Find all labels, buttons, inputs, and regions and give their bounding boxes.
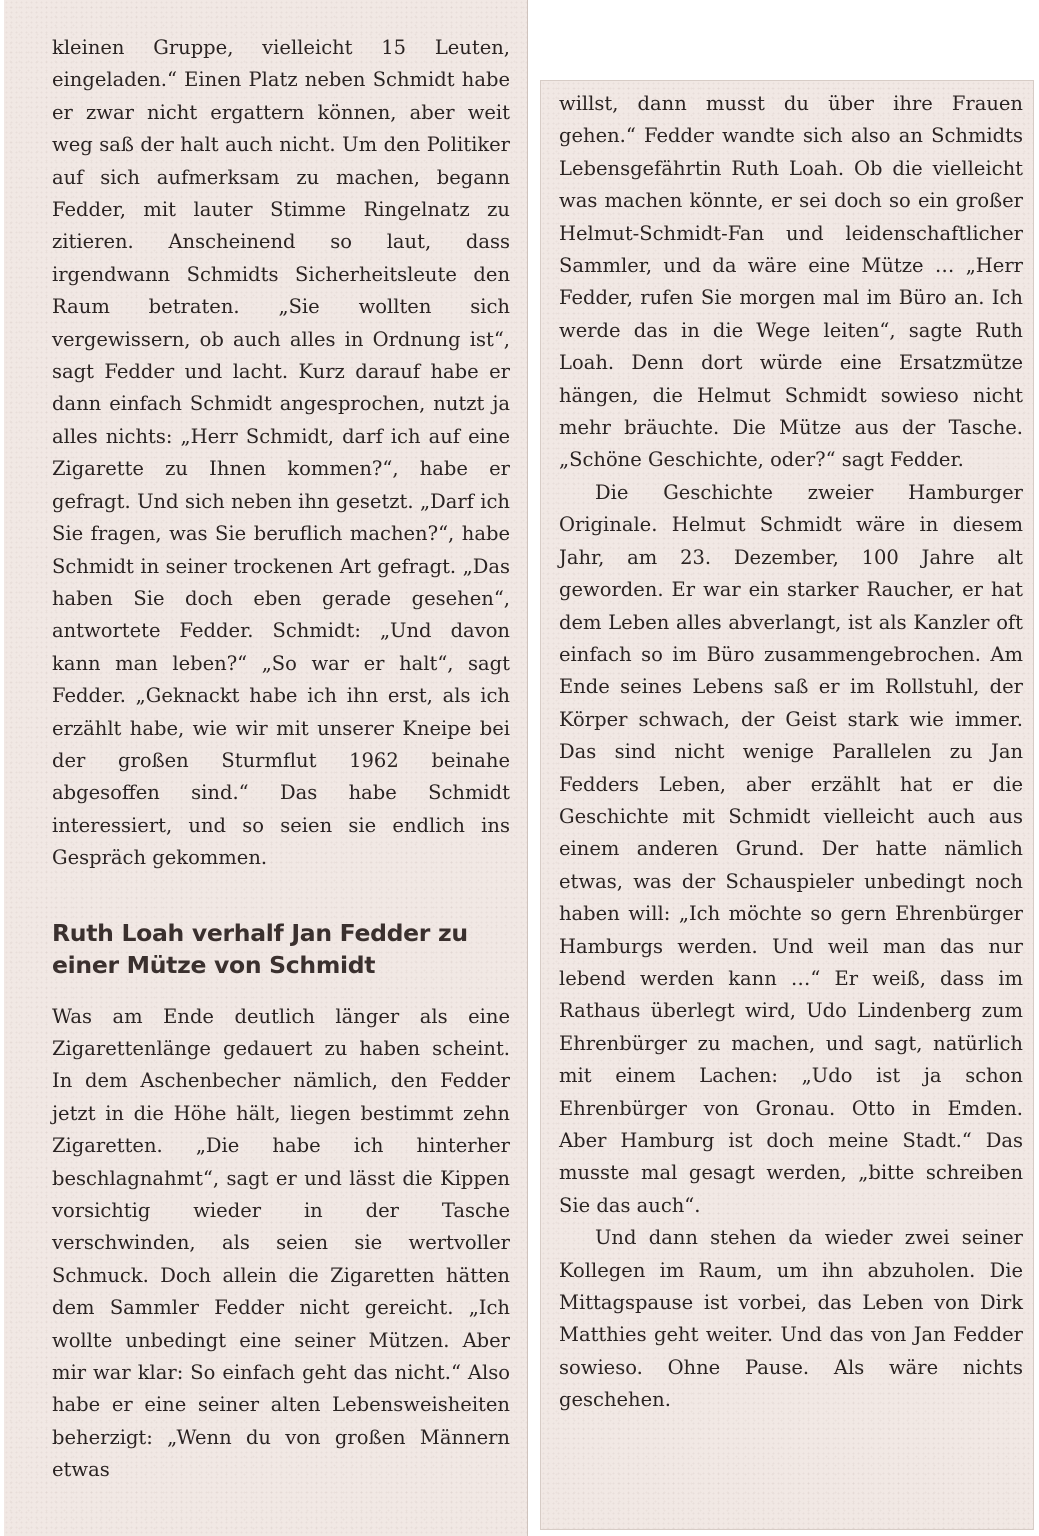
newspaper-clipping-left [4,0,528,1536]
article-paragraph: kleinen Gruppe, vielleicht 15 Leuten, eingeladen.“ Einen Platz neben Schmidt habe er zwar nicht ergattern können, aber weit weg saß der halt auch nicht. Um den Politiker auf sich aufmerksam zu machen, begann Fedder, mit lauter Stimme Ringelnatz zu zitieren. Anscheinend so laut, dass irgendwann Schmidts Sicherheitsleute den Raum betraten. „Sie wollten sich vergewissern, ob auch alles in Ordnung ist“, sagt Fedder und lacht. Kurz darauf habe er dann einfach Schmidt angesprochen, nutzt ja alles nichts: „Herr Schmidt, darf ich auf eine Zigarette zu Ihnen kommen?“, habe er gefragt. Und sich neben ihn gesetzt. „Darf ich Sie fragen, was Sie beruflich machen?“, habe Schmidt in seiner trockenen Art gefragt. „Das haben Sie doch eben gerade gesehen“, antwortete Fedder. Schmidt: „Und davon kann man leben?“ „So war er halt“, sagt Fedder. „Geknackt habe ich ihn erst, als ich erzählt habe, wie wir mit unserer Kneipe bei der großen Sturmflut 1962 beinahe abgesoffen sind.“ Das habe Schmidt interessiert, und so seien sie endlich ins Gespräch gekommen. [52,36,510,870]
article-paragraph: willst, dann musst du über ihre Frauen gehen.“ Fedder wandte sich also an Schmidts Lebensgefährtin Ruth Loah. Ob die vielleicht was machen könnte, er sei doch so ein großer Helmut-Schmidt-Fan und leidenschaftlicher Sammler, und da wäre eine Mütze … „Herr Fedder, rufen Sie morgen mal im Büro an. Ich werde das in die Wege leiten“, sagte Ruth Loah. Denn dort würde eine Ersatzmütze hängen, die Helmut Schmidt sowieso nicht mehr bräuchte. Die Mütze aus der Tasche. „Schöne Geschichte, oder?“ sagt Fedder. [559,92,1023,472]
article-column-right [559,88,1023,1417]
article-paragraph: Und dann stehen da wieder zwei seiner Kollegen im Raum, um ihn abzuholen. Die Mittagspause ist vorbei, das Leben von Dirk Matthies geht weiter. Und das von Jan Fedder sowieso. Ohne Pause. Als wäre nichts geschehen. [559,1226,1023,1412]
article-paragraph: Die Geschichte zweier Hamburger Originale. Helmut Schmidt wäre in diesem Jahr, am 23. Dezember, 100 Jahre alt geworden. Er war ein starker Raucher, er hat dem Leben alles abverlangt, ist als Kanzler oft einfach so im Büro zusammengebrochen. Am Ende seines Lebens saß er im Rollstuhl, der Körper schwach, der Geist stark wie immer. Das sind nicht wenige Parallelen zu Jan Fedders Leben, aber erzählt hat er die Geschichte mit Schmidt vielleicht auch aus einem anderen Grund. Der hatte nämlich etwas, was der Schauspieler unbedingt noch haben will: „Ich möchte so gern Ehrenbürger Hamburgs werden. Und weil man das nur lebend werden kann …“ Er weiß, dass im Rathaus überlegt wird, Udo Lindenberg zum Ehrenbürger zu machen, und sagt, natürlich mit einem Lachen: „Udo ist ja schon Ehrenbürger von Gronau. Otto in Emden. Aber Hamburg ist doch meine Stadt.“ Das musste mal gesagt werden, „bitte schreiben Sie das auch“. [559,480,1023,1217]
section-heading: Ruth Loah verhalf Jan Fedder zu einer Mütze von Schmidt [52,918,468,979]
newspaper-clipping-right [540,80,1034,1530]
article-paragraph: Was am Ende deutlich länger als eine Zigarettenlänge gedauert zu haben scheint. In dem Aschenbecher nämlich, den Fedder jetzt in die Höhe hält, liegen bestimmt zehn Zigaretten. „Die habe ich hinterher beschlagnahmt“, sagt er und lässt die Kippen vorsichtig wieder in der Tasche verschwinden, als seien sie wertvoller Schmuck. Doch allein die Zigaretten hätten dem Sammler Fedder nicht gereicht. „Ich wollte unbedingt eine seiner Mützen. Aber mir war klar: So einfach geht das nicht.“ Also habe er eine seiner alten Lebensweisheiten beherzigt: „Wenn du von großen Männern etwas [52,1004,510,1482]
article-column-left [52,32,510,1487]
